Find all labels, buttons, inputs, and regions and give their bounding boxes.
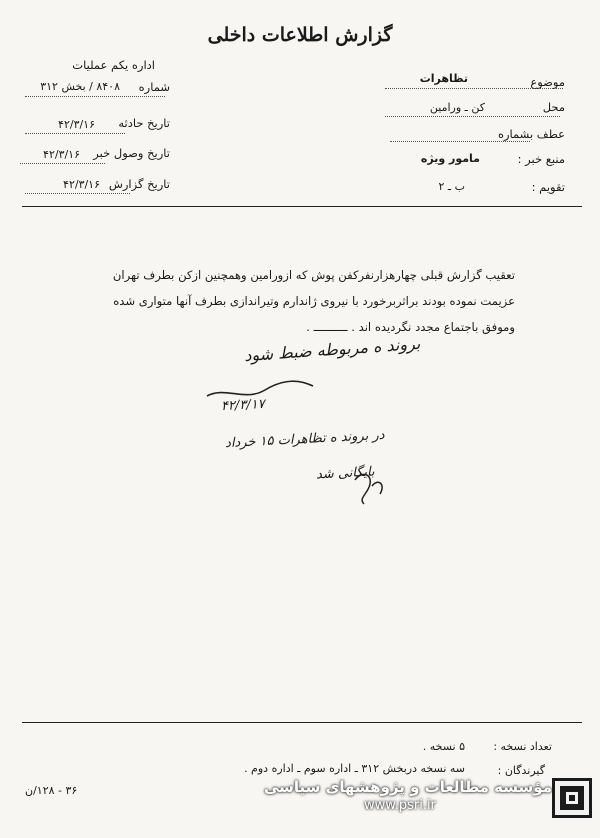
rating-label: تقویم : [531,180,565,194]
subject-value: تظاهرات [419,72,468,85]
handwritten-date: ۴۲/۳/۱۷ [220,396,266,415]
report-body [65,262,515,340]
number-value: ۸۴۰۸ / بخش ۳۱۲ [40,80,120,93]
received-date-dotline [20,163,105,164]
number-label: شماره [138,80,170,94]
subject-dotline [385,88,563,89]
recipients-label: گیرندگان : [497,764,545,777]
institute-logo-icon [552,778,592,818]
incident-date-label: تاریخ حادثه [118,116,170,130]
rating-value: ب ـ ۲ [438,180,465,193]
footer-divider [22,722,582,723]
body-line: وموفق باجتماع مجدد نگردیده اند . ــــــــــ . [306,320,515,334]
source-value: مامور ویژه [420,152,480,165]
received-date-label: تاریخ وصول خبر [93,146,170,160]
handwritten-note-3: بایگانی شد [316,464,376,483]
body-line: عزیمت نموده بودند براثربرخورد با نیروی ژاندارم وتیراندازی بطرف آنها متواری شده [113,294,515,308]
report-date-dotline [25,193,130,194]
body-line: تعقیب گزارش قبلی چهارهزارنفرکفن پوش که ازورامین وهمچنین ازکن بطرف تهران [112,268,515,282]
reference-label: عطف بشماره [497,127,565,141]
received-date-value: ۴۲/۳/۱۶ [43,148,80,161]
handwritten-signature [350,468,390,508]
handwritten-note-2: در بروند ه تظاهرات ۱۵ خرداد [225,427,386,452]
form-code: ۳۶ - ۱۲۸/ن [25,784,78,797]
copies-label: تعداد نسخه : [493,740,552,753]
incident-date-value: ۴۲/۳/۱۶ [58,118,95,131]
source-label: منبع خبر : [517,152,565,166]
report-date-value: ۴۲/۳/۱۶ [63,178,100,191]
institute-url: www.psri.ir [364,798,436,813]
institute-name: مؤسسه مطالعات و پژوهشهای سیاسی [263,778,552,796]
reference-dotline [390,141,530,142]
subject-label: موضوع [530,75,565,89]
report-date-label: تاریخ گزارش [108,177,170,191]
recipients-value: سه نسخه دربخش ۳۱۲ ـ اداره سوم ـ اداره دوم . [244,762,465,775]
office-name: اداره یکم عملیات [72,58,155,72]
copies-value: ۵ نسخه . [422,740,465,753]
header-divider [22,206,582,207]
handwritten-note-1: بروند ه مربوطه ضبط شود [243,333,421,366]
institute-watermark [252,778,552,813]
number-dotline [25,96,165,97]
location-label: محل [542,100,565,114]
document-title: گزارش اطلاعات داخلی [207,24,393,46]
location-dotline [385,116,560,117]
incident-date-dotline [25,133,125,134]
location-value: کن ـ ورامین [429,101,485,114]
